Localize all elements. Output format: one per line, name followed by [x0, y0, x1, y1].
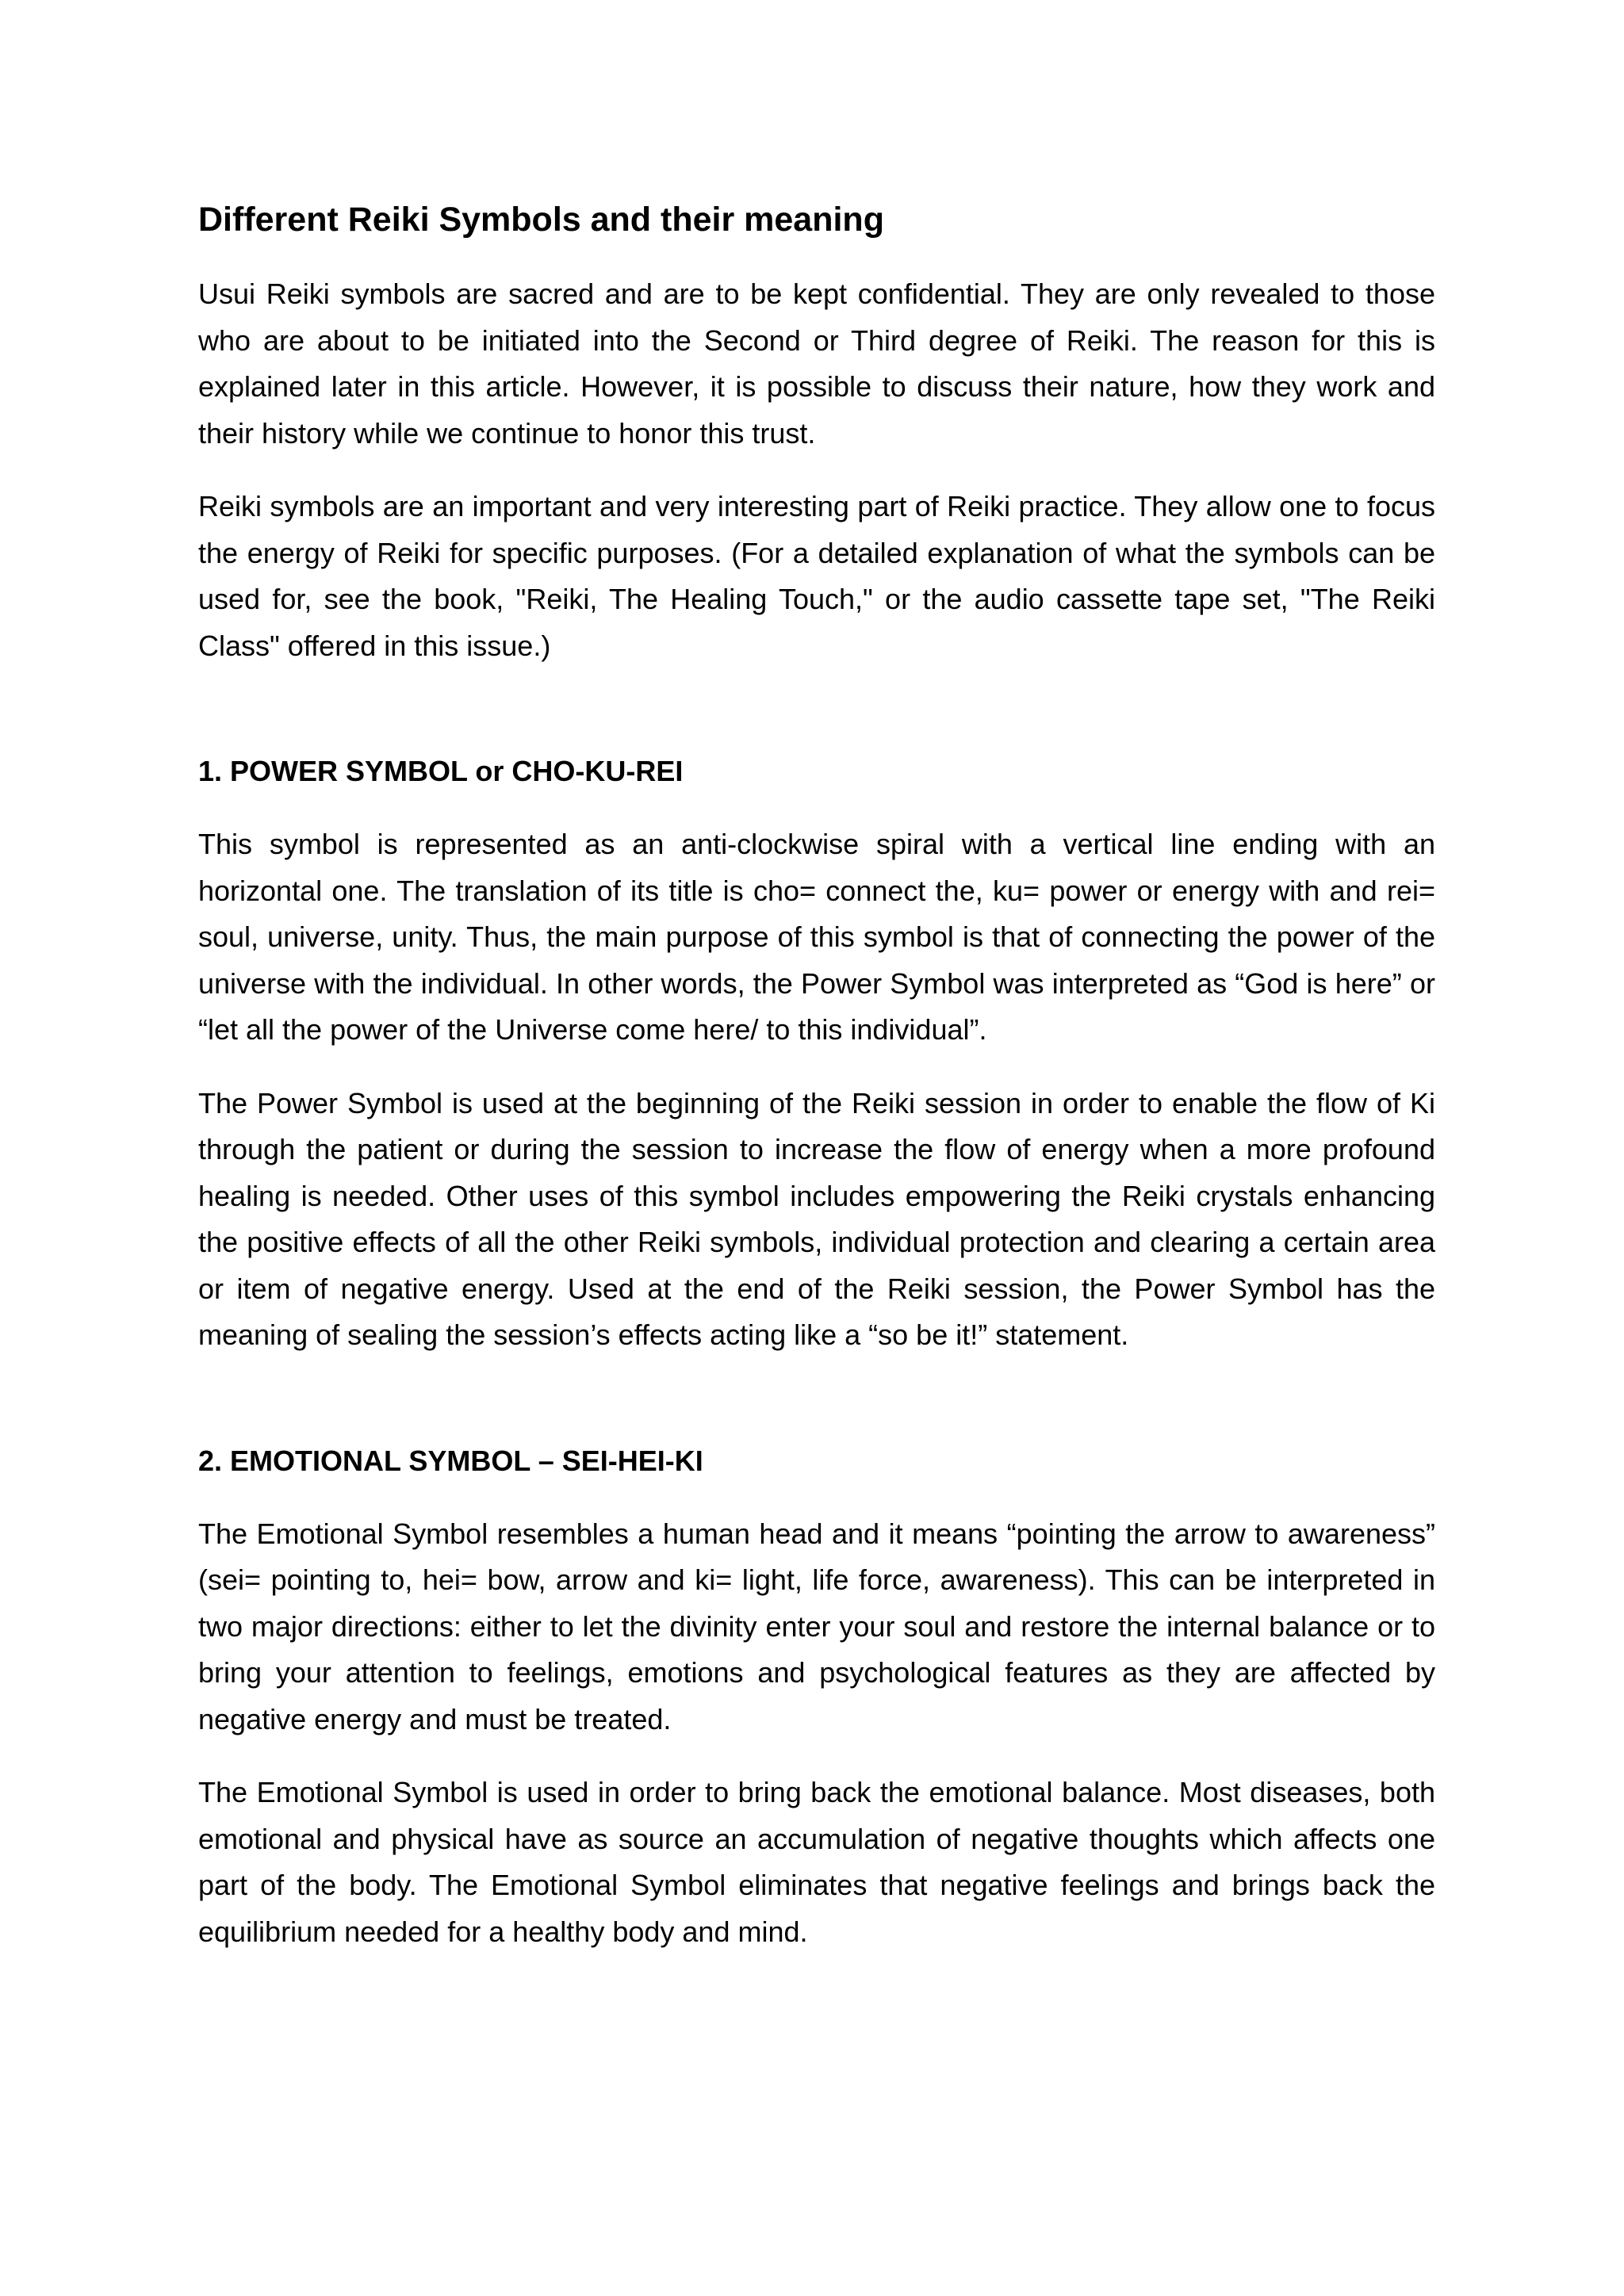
document-page: [198, 197, 1435, 1982]
intro-paragraph: Usui Reiki symbols are sacred and are to be kept confidential. They are only revealed to those who are about to be initiated into the Second or Third degree of Reiki. The reason for this is explained later in this article. However, it is possible to discuss their nature, how they work and their history while we continue to honor this trust.: [198, 277, 1435, 450]
section-paragraph: The Emotional Symbol is used in order to bring back the emotional balance. Most diseases, both emotional and physical have as source an accumulation of negative thoughts which affects one part of the body. The Emotional Symbol eliminates that negative feelings and brings back the equilibrium needed for a healthy body and mind.: [198, 1776, 1435, 1948]
section-heading: 2. EMOTIONAL SYMBOL – SEI-HEI-KI: [198, 1444, 703, 1477]
intro-paragraph: Reiki symbols are an important and very interesting part of Reiki practice. They allow one to focus the energy of Reiki for specific purposes. (For a detailed explanation of what the symbols can be used for, see the book, "Reiki, The Healing Touch," or the audio cassette tape set, "The Reiki Class" offered in this issue.): [198, 490, 1435, 662]
section-paragraph: This symbol is represented as an anti-clockwise spiral with a vertical line ending with an horizontal one. The translation of its title is cho= connect the, ku= power or energy with and rei= soul, universe, unity. Thus, the main purpose of this symbol is that of connecting the power of the universe with the individual. In other words, the Power Symbol was interpreted as “God is here” or “let all the power of the Universe come here/ to this individual”.: [198, 828, 1435, 1046]
section-paragraph: The Power Symbol is used at the beginning of the Reiki session in order to enable the flow of Ki through the patient or during the session to increase the flow of energy when a more profound healing is needed. Other uses of this symbol includes empowering the Reiki crystals enhancing the positive effects of all the other Reiki symbols, individual protection and clearing a certain area or item of negative energy. Used at the end of the Reiki session, the Power Symbol has the meaning of sealing the session’s effects acting like a “so be it!” statement.: [198, 1086, 1435, 1351]
section-emotional-symbol: [198, 1438, 1435, 1956]
section-power-symbol: [198, 748, 1435, 1359]
section-paragraph: The Emotional Symbol resembles a human head and it means “pointing the arrow to awareness” (sei= pointing to, hei= bow, arrow and ki= light, life force, awareness). This can be interpreted in two major directions: either to let the divinity enter your soul and restore the internal balance or to bring your attention to feelings, emotions and psychological features as they are affected by negative energy and must be treated.: [198, 1517, 1435, 1735]
section-heading: 1. POWER SYMBOL or CHO-KU-REI: [198, 755, 684, 787]
document-title: Different Reiki Symbols and their meaning: [198, 201, 884, 239]
